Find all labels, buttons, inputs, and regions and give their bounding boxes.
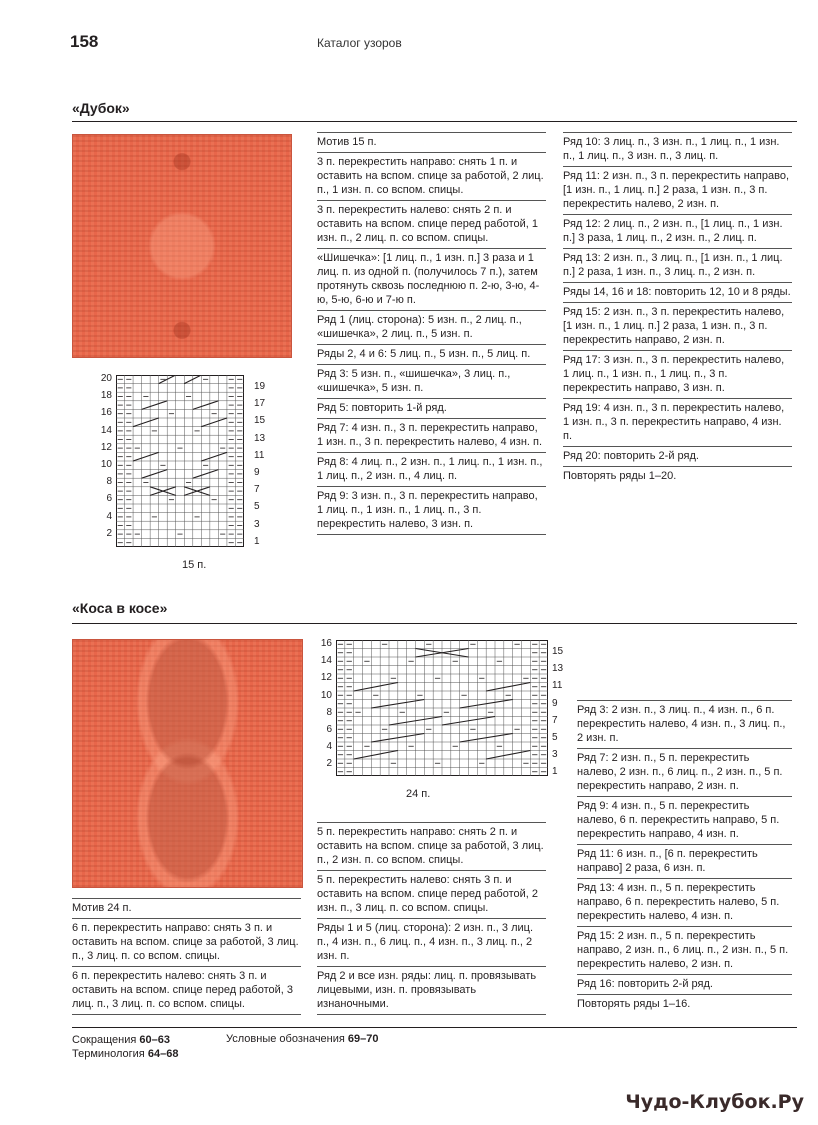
row-number: 1 — [254, 535, 260, 547]
instruction-block: Ряд 16: повторить 2-й ряд. — [577, 975, 792, 995]
page-number: 158 — [70, 32, 99, 51]
terminology-link[interactable]: Терминология — [72, 1048, 145, 1060]
row-number: 3 — [254, 518, 260, 530]
instruction-block: Ряды 1 и 5 (лиц. сторона): 2 изн. п., 3 лиц. п., 4 изн. п., 6 лиц. п., 4 изн. п., 3 лиц. п., 2 изн. п. — [317, 919, 546, 967]
chart-caption: 24 п. — [406, 788, 431, 800]
row-number: 20 — [100, 373, 112, 384]
instruction-block: Ряд 7: 2 изн. п., 5 п. перекрестить налево, 2 изн. п., 6 лиц. п., 2 изн. п., 5 п. перекрестить направо, 2 изн. п. — [577, 749, 792, 797]
instruction-block: Ряды 14, 16 и 18: повторить 12, 10 и 8 ряды. — [563, 283, 792, 303]
row-number: 10 — [320, 689, 332, 701]
row-number: 13 — [254, 432, 266, 444]
row-numbers-right — [552, 638, 572, 778]
stitch-chart-braid — [312, 638, 572, 803]
stitch-chart-oak — [94, 373, 274, 571]
instructions-column-2 — [563, 132, 792, 486]
row-number: 15 — [552, 646, 564, 657]
instruction-block: Ряд 15: 2 изн. п., 5 п. перекрестить направо, 2 изн. п., 6 лиц. п., 2 изн. п., 5 п. перекрестить налево, 2 изн. п. — [577, 927, 792, 975]
row-number: 2 — [326, 758, 332, 770]
instruction-block: 5 п. перекрестить налево: снять 3 п. и оставить на вспом. спице перед работой, 2 изн. п., 3 лиц. п. со вспом. спицы. — [317, 871, 546, 919]
row-number: 14 — [320, 655, 332, 667]
row-number: 16 — [100, 407, 112, 419]
instructions-column-1 — [317, 132, 546, 535]
section-rule — [72, 121, 797, 122]
footer-refs — [72, 1033, 178, 1061]
abbr-link[interactable]: Сокращения — [72, 1034, 137, 1046]
row-number: 4 — [106, 510, 112, 522]
instruction-block: Ряд 1 (лиц. сторона): 5 изн. п., 2 лиц. п., «шишечка», 2 лиц. п., 5 изн. п. — [317, 311, 546, 345]
instruction-block: Ряд 12: 2 лиц. п., 2 изн. п., [1 лиц. п., 1 изн. п.] 3 раза, 1 лиц. п., 2 изн. п., 2 лиц. п. — [563, 215, 792, 249]
watermark-logo: Чудо-Клубок.Ру — [625, 1091, 804, 1113]
instruction-block: 6 п. перекрестить направо: снять 3 п. и оставить на вспом. спице за работой, 3 лиц. п., 3 лиц. п. со вспом. спицы. — [72, 919, 301, 967]
row-number: 7 — [552, 714, 558, 726]
row-number: 17 — [254, 398, 266, 410]
chart-caption: 15 п. — [182, 559, 207, 571]
abbr-pages: 60–63 — [139, 1034, 170, 1046]
row-number: 8 — [326, 706, 332, 718]
row-number: 5 — [552, 732, 558, 743]
instructions-column-0 — [72, 898, 301, 1015]
instruction-block: Ряд 9: 4 изн. п., 5 п. перекрестить налево, 6 п. перекрестить направо, 5 п. перекрестить направо, 4 изн. п. — [577, 797, 792, 845]
row-number: 19 — [254, 381, 266, 392]
row-numbers-left — [312, 638, 332, 778]
row-numbers-right — [254, 373, 272, 548]
row-number: 4 — [326, 741, 332, 753]
instruction-block: Повторять ряды 1–16. — [577, 998, 691, 1010]
instruction-block: Ряд 11: 2 изн. п., 3 п. перекрестить направо, [1 изн. п., 1 лиц. п.] 2 раза, 1 изн. п., 3 п. перекрестить налево, 2 изн. п. — [563, 167, 792, 215]
row-number: 12 — [320, 672, 332, 684]
row-number: 10 — [100, 459, 112, 470]
instructions-column-1 — [317, 822, 546, 1015]
instruction-block: 3 п. перекрестить направо: снять 1 п. и оставить на вспом. спице за работой, 2 лиц. п., 1 изн. п. со вспом. спицы. — [317, 153, 546, 201]
row-number: 9 — [254, 467, 260, 478]
row-number: 8 — [106, 476, 112, 488]
instruction-block: Ряды 2, 4 и 6: 5 лиц. п., 5 изн. п., 5 лиц. п. — [317, 345, 546, 365]
instruction-block: Ряд 3: 5 изн. п., «шишечка», 3 лиц. п., «шишечка», 5 изн. п. — [317, 365, 546, 399]
instructions-column-2 — [577, 700, 792, 1014]
instruction-block: Ряд 19: 4 изн. п., 3 п. перекрестить налево, 1 изн. п., 3 п. перекрестить направо, 4 изн. п. — [563, 399, 792, 447]
instruction-block: Ряд 17: 3 изн. п., 3 п. перекрестить налево, 1 лиц. п., 1 изн. п., 1 лиц. п., 3 п. перекрестить направо, 3 изн. п. — [563, 351, 792, 399]
instruction-block: Ряд 3: 2 изн. п., 3 лиц. п., 4 изн. п., 6 п. перекрестить налево, 4 изн. п., 3 лиц. п., 2 изн. п. — [577, 700, 792, 749]
instruction-block: Ряд 7: 4 изн. п., 3 п. перекрестить направо, 1 изн. п., 3 п. перекрестить налево, 4 изн. п. — [317, 419, 546, 453]
instruction-block: Ряд 15: 2 изн. п., 3 п. перекрестить налево, [1 изн. п., 1 лиц. п.] 2 раза, 1 изн. п., 3 п. перекрестить направо, 2 изн. п. — [563, 303, 792, 351]
instruction-block: Ряд 13: 4 изн. п., 5 п. перекрестить направо, 6 п. перекрестить налево, 5 п. перекрестить налево, 4 изн. п. — [577, 879, 792, 927]
instruction-block: Ряд 11: 6 изн. п., [6 п. перекрестить направо] 2 раза, 6 изн. п. — [577, 845, 792, 879]
row-number: 9 — [552, 697, 558, 709]
row-number: 1 — [552, 766, 558, 778]
row-number: 15 — [254, 415, 266, 427]
terminology-pages: 64–68 — [147, 1048, 179, 1060]
chart-grid — [116, 375, 244, 547]
instruction-block: Мотив 24 п. — [72, 898, 301, 919]
section-rule — [72, 623, 797, 624]
row-number: 18 — [100, 390, 112, 402]
footer-rule — [72, 1027, 797, 1028]
instruction-block: 3 п. перекрестить налево: снять 2 п. и оставить на вспом. спице перед работой, 1 изн. п., 2 лиц. п. со вспом. спицы. — [317, 201, 546, 249]
row-number: 5 — [254, 501, 260, 513]
instruction-block: Ряд 9: 3 изн. п., 3 п. перекрестить направо, 1 лиц. п., 1 изн. п., 1 лиц. п., 3 п. перекрестить налево, 3 изн. п. — [317, 487, 546, 535]
instruction-block: «Шишечка»: [1 лиц. п., 1 изн. п.] 3 раза и 1 лиц. п. из одной п. (получилось 7 п.), затем протянуть сквозь последнюю п. 2-ю, 3-ю, 4-ю, 5-ю, 6-ю и 7-ю п. — [317, 249, 546, 311]
knitted-swatch-oak — [72, 134, 292, 358]
symbols-pages: 69–70 — [347, 1033, 379, 1045]
symbols-link[interactable]: Условные обозначения — [226, 1033, 345, 1045]
row-number: 6 — [106, 493, 112, 505]
chart-grid — [336, 640, 548, 776]
instruction-block: Ряд 10: 3 лиц. п., 3 изн. п., 1 лиц. п., 1 изн. п., 1 лиц. п., 3 изн. п., 3 лиц. п. — [563, 132, 792, 167]
running-title: Каталог узоров — [317, 36, 402, 50]
instruction-block: Ряд 20: повторить 2-й ряд. — [563, 447, 792, 467]
instruction-block: Мотив 15 п. — [317, 132, 546, 153]
row-number: 11 — [254, 449, 265, 461]
instruction-block: Ряд 13: 2 изн. п., 3 лиц. п., [1 изн. п., 1 лиц. п.] 2 раза, 1 изн. п., 3 лиц. п., 2 изн. п. — [563, 249, 792, 283]
row-number: 14 — [100, 424, 112, 436]
section-title-braid: «Коса в косе» — [72, 600, 168, 616]
row-number: 6 — [326, 724, 332, 735]
row-number: 11 — [552, 680, 563, 692]
instruction-block: Ряд 2 и все изн. ряды: лиц. п. провязывать лицевыми, изн. п. провязывать изнаночными. — [317, 967, 546, 1015]
instruction-block: Ряд 8: 4 лиц. п., 2 изн. п., 1 лиц. п., 1 изн. п., 1 лиц. п., 2 изн. п., 4 лиц. п. — [317, 453, 546, 487]
instruction-block: Ряд 5: повторить 1-й ряд. — [317, 399, 546, 419]
row-number: 16 — [320, 638, 332, 649]
row-number: 2 — [106, 527, 112, 539]
knitted-swatch-braid — [72, 639, 303, 888]
section-title-oak: «Дубок» — [72, 100, 130, 116]
instruction-block: 6 п. перекрестить налево: снять 3 п. и оставить на вспом. спице перед работой, 3 лиц. п., 3 лиц. п. со вспом. спицы. — [72, 967, 301, 1015]
row-number: 13 — [552, 663, 564, 675]
row-number: 3 — [552, 749, 558, 761]
row-numbers-left — [94, 373, 112, 548]
instruction-block: 5 п. перекрестить направо: снять 2 п. и оставить на вспом. спице за работой, 3 лиц. п., 2 изн. п. со вспом. спицы. — [317, 822, 546, 871]
row-number: 12 — [100, 441, 112, 453]
instruction-block: Повторять ряды 1–20. — [563, 470, 677, 482]
row-number: 7 — [254, 484, 260, 496]
footer-symbols — [226, 1033, 379, 1045]
